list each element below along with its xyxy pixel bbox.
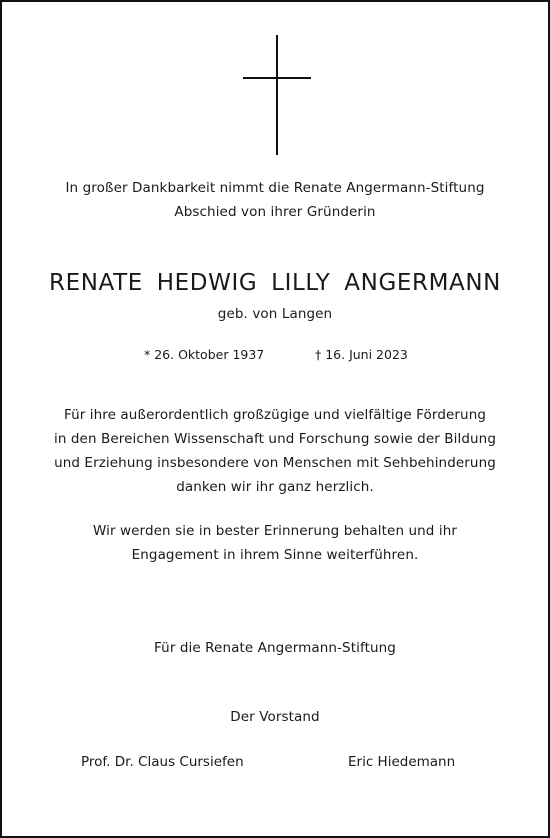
cross-horizontal-bar [243,77,311,79]
death-date: † 16. Juni 2023 [315,347,408,362]
board-line: Der Vorstand [230,709,320,725]
gratitude-line-4: danken wir ihr ganz herzlich. [176,479,374,495]
maiden-name: geb. von Langen [217,306,333,322]
cross-vertical-bar [276,35,278,155]
remembrance-line-1: Wir werden sie in bester Erinnerung behalten und ihr [92,523,458,539]
foundation-line: Für die Renate Angermann-Stiftung [154,640,396,656]
deceased-name: RENATE HEDWIG LILLY ANGERMANN [49,270,501,296]
intro-line-1: In großer Dankbarkeit nimmt die Renate Angermann-Stiftung [65,180,485,196]
signatory-1: Prof. Dr. Claus Cursiefen [81,754,244,770]
gratitude-line-1: Für ihre außerordentlich großzügige und vielfältige Förderung [63,407,487,423]
cross-icon [243,35,311,155]
remembrance-line-2: Engagement in ihrem Sinne weiterführen. [131,547,419,563]
signatory-2: Eric Hiedemann [348,754,456,770]
birth-date: * 26. Oktober 1937 [144,347,265,362]
gratitude-line-3: und Erziehung insbesondere von Menschen mit Sehbehinderung [54,455,496,471]
gratitude-line-2: in den Bereichen Wissenschaft und Forschung sowie der Bildung [53,431,496,447]
life-dates [2,345,548,365]
intro-line-2: Abschied von ihrer Gründerin [174,204,376,220]
